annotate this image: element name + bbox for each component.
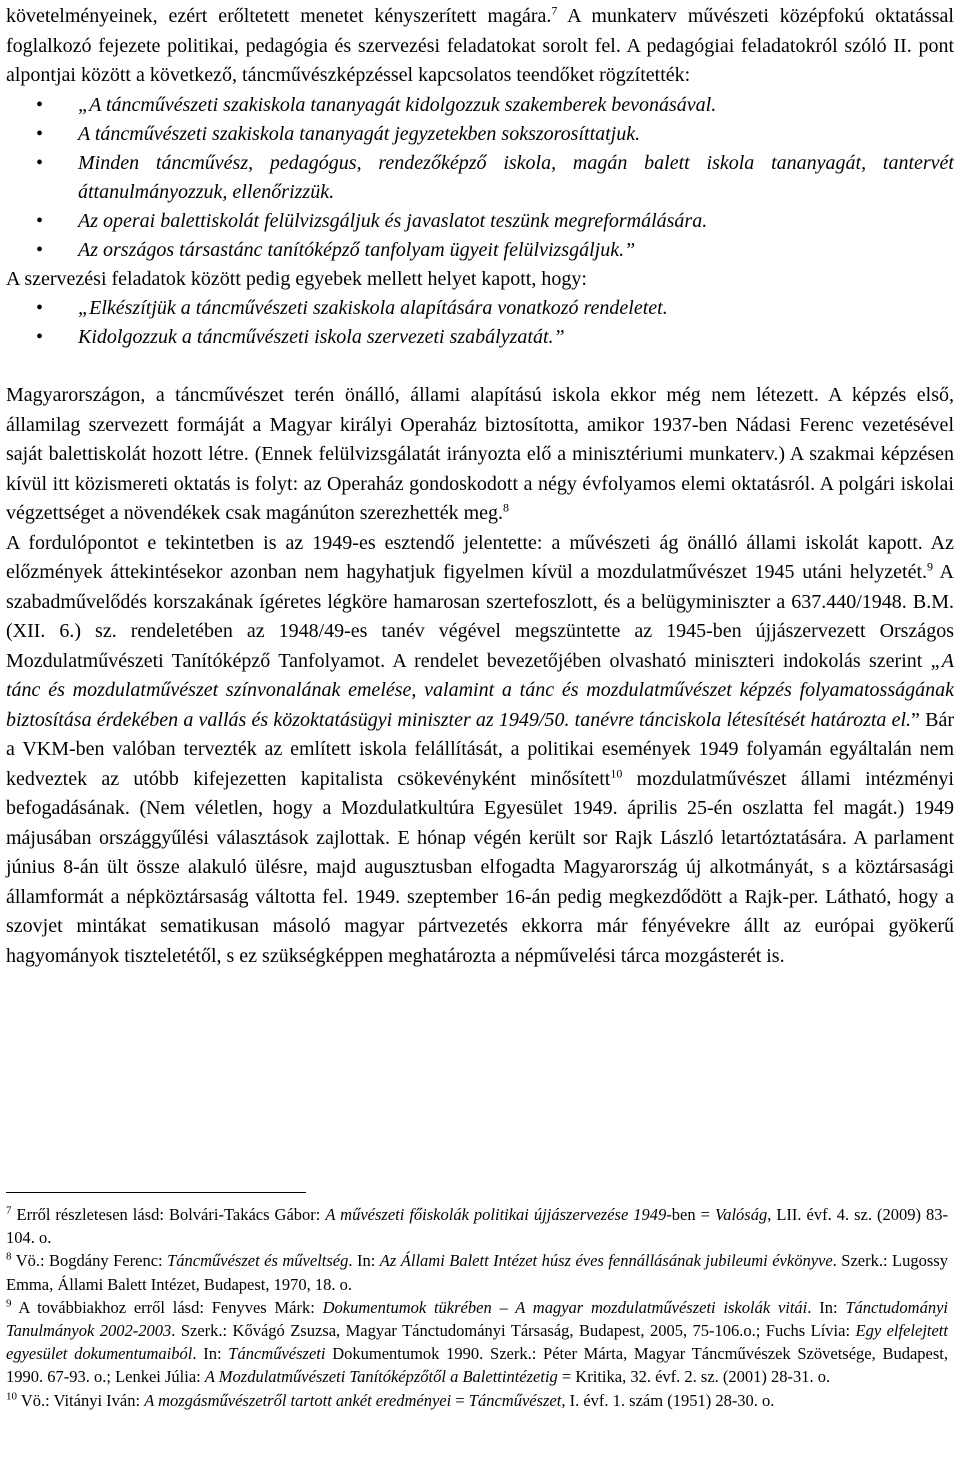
bullet-icon: • [36,151,44,174]
footnote-ref-8[interactable]: 8 [503,500,510,515]
text-run: Dokumentumok 1990. Szerk.: Péter Márta, Magyar Táncművészek Szövetsége, Budapest, 1990. 67-93. o.; Lenkei Júlia: [6,1344,948,1387]
text-run: A fordulópontot e tekintetben is az 1949-es esztendő jelentette: a művészeti ág önálló állami iskolát kapott. Az előzmények áttekintésekor azonban nem hagyhatjuk figyelmen kívül a mozdulatművészet 1945 utáni helyzetét. [6,531,954,583]
text-run: . Szerk.: Lugossy Emma, Állami Balett Intézet, Budapest, 1970, 18. o. [6,1251,948,1294]
pedagogical-tasks-list [6,91,954,265]
text-run: mozdulatművészet állami intézményi befogadásának. (Nem véletlen, hogy a Mozdulatkultúra Egyesület 1949. április 25-én oszlatta fel magát.) 1949 májusában országgyűlési választások zajlottak. E hónap végén került sor Rajk László letartóztatására. A parlament június 8-án ült össze alakuló ülésre, majd augusztusban elfogadta Magyarország új alkotmányát, s a köztársasági államformát a népköztársaság váltotta fel. 1949. szeptember 16-án pedig megkezdődött a Rajk-per. Látható, hogy a szovjet mintákat sematikusan másoló magyar pártvezetés ekkorra már fényévekre állt az európai gyökerű hagyományok tiszteletétől, s ez szükségképpen meghatározta a népművelési tárca mozgásterét is. [6,767,954,967]
paragraph-intro [6,2,954,91]
quoted-text: „A tánc és mozdulatművészet színvonalának emelése, valamint a tánc és mozdulatművészet képzés folyamatosságának biztosítása érdekében a vallás és közoktatásügyi miniszter az 1949/50. tanévre tánciskola létesítését határozta el. [6,649,954,731]
title-text: Egy elfelejtett egyesület dokumentumaiból [6,1321,948,1364]
paragraph-turning-point [6,529,954,972]
text-run: -ben = [666,1205,715,1224]
text-run: Erről részletesen lásd: Bolvári-Takács Gábor: [11,1205,326,1224]
bullet-icon: • [36,238,44,261]
title-text: A művészeti főiskolák politikai újjászervezése 1949 [325,1205,667,1224]
footnote-number: 8 [6,1250,12,1263]
footnote-9 [6,1296,948,1389]
list-item [6,207,954,236]
list-item-text: „A táncművészeti szakiskola tananyagát kidolgozzuk szakemberek bevonásával. [78,93,717,116]
text-run: . Szerk.: Kővágó Zsuzsa, Magyar Tánctudományi Társaság, Budapest, 2005, 75-106.o.; Fuchs Lívia: [171,1321,856,1341]
footnote-ref-7[interactable]: 7 [551,3,558,18]
paragraph-gap [6,352,954,381]
text-run: A munkaterv művészeti középfokú oktatással foglalkozó fejezete politikai, pedagógia és szervezési feladatokat sorolt fel. A pedagógiai feladatokról szóló II. pont alpontjai között a következő, táncművészképzéssel kapcsolatos teendőket rögzítették: [6,5,954,86]
footnote-separator [6,1192,306,1193]
list-item [6,91,954,120]
text-run: . In: [807,1297,846,1317]
bullet-icon: • [36,326,44,348]
footnote-7 [6,1203,948,1249]
bullet-icon: • [36,122,44,145]
footnote-ref-10[interactable]: 10 [610,765,623,780]
list-item-text: Az országos társastánc tanítóképző tanfolyam ügyeit felülvizsgáljuk.” [78,238,636,261]
text-run: A továbbiakhoz erről lásd: Fenyves Márk: [11,1297,323,1317]
paragraph-organizational: A szervezési feladatok között pedig egyebek mellett helyet kapott, hogy: [6,267,587,290]
text-run: Vö.: Bogdány Ferenc: [11,1251,168,1271]
title-text: A Mozdulatművészeti Tanítóképzőtől a Balettintézetig [204,1367,558,1387]
title-text: Valóság [714,1205,768,1224]
footnote-number: 9 [6,1297,12,1310]
bullet-icon: • [36,297,44,319]
title-text: Táncművészet [468,1390,562,1410]
organizational-tasks-list [6,294,954,352]
list-item-text: Minden táncművész, pedagógus, rendezőképző iskola, magán balett iskola tananyagát, tantervét áttanulmányozzuk, ellenőrizzük. [78,151,954,203]
text-run: követelményeinek, ezért erőltetett menetet kényszerített magára. [6,5,552,27]
text-run: Vö.: Vitányi Iván: [17,1390,145,1410]
text-run: , I. évf. 1. szám (1951) 28-30. o. [561,1390,775,1410]
text-run: , LII. évf. 4. sz. (2009) 83-104. o. [6,1205,949,1248]
list-item-text: A táncművészeti szakiskola tananyagát jegyzetekben sokszorosíttatjuk. [78,122,641,145]
bullet-icon: • [36,93,44,116]
text-run: . In: [348,1251,380,1271]
text-run: = [451,1390,469,1410]
footnote-ref-9[interactable]: 9 [927,559,933,574]
text-run: = Kritika, 32. évf. 2. sz. (2001) 28-31. o. [557,1367,831,1387]
list-item [6,323,954,352]
footnote-8 [6,1249,948,1295]
title-text: Az Állami Balett Intézet húsz éves fennállásának jubileumi évkönyve [379,1251,833,1271]
list-item [6,294,954,323]
list-item [6,236,954,265]
footnote-number: 7 [6,1204,12,1217]
list-item [6,120,954,149]
footnote-number: 10 [6,1390,17,1403]
list-item-text: Kidolgozzuk a táncművészeti iskola szervezeti szabályzatát.” [78,326,565,348]
title-text: Dokumentumok tükrében – A magyar mozdulatművészeti iskolák vitái [322,1297,808,1317]
footnotes [6,1203,948,1412]
list-item-text: „Elkészítjük a táncművészeti szakiskola alapítására vonatkozó rendeletet. [78,297,668,319]
title-text: Táncművészet és műveltség [167,1251,349,1271]
text-run: Magyarországon, a táncművészet terén önálló, állami alapítású iskola ekkor még nem létezett. A képzés első, államilag szervezett formáját a Magyar királyi Operaház biztosította, amikor 1937-ben Nádasi Ferenc vezetésével saját balettiskolát hozott létre. (Ennek felülvizsgálatát irányozta elő a minisztériumi munkaterv.) A szakmai képzésen kívül itt közismereti oktatás is folyt: az Operaház gondoskodott a négy évfolyamos elemi oktatásról. A polgári iskolai végzettséget a növendékek csak magánúton szerezhették meg. [6,384,954,524]
list-item-text: Az operai balettiskolát felülvizsgáljuk és javaslatot teszünk megreformálására. [78,209,708,232]
text-run: . In: [192,1344,229,1364]
title-text: A mozgásművészetről tartott ankét eredményei [144,1390,452,1410]
bullet-icon: • [36,209,44,232]
title-text: Táncművészeti [228,1344,326,1364]
paragraph-history [6,381,954,529]
text-run: A szabadművelődés korszakának ígéretes légköre hamarosan szertefoszlott, és a belügyminiszter a 637.440/1948. B.M. (XII. 6.) sz. rendeletében az 1948/49-es tanév végével megszüntette az 1945-ben újjászervezett Országos Mozdulatművészeti Tanítóképző Tanfolyamot. A rendelet bevezetőjében olvasható miniszteri indokolás szerint [6,561,954,672]
footnote-10 [6,1389,948,1412]
title-text: Tánctudományi Tanulmányok 2002-2003 [6,1297,948,1341]
text-run: ” Bár a VKM-ben valóban tervezték az említett iskola felállítását, a politikai események 1949 folyamán egyáltalán nem kedveztek az utóbb kifejezetten kapitalista csökevényként minősített [6,708,954,790]
list-item [6,149,954,207]
